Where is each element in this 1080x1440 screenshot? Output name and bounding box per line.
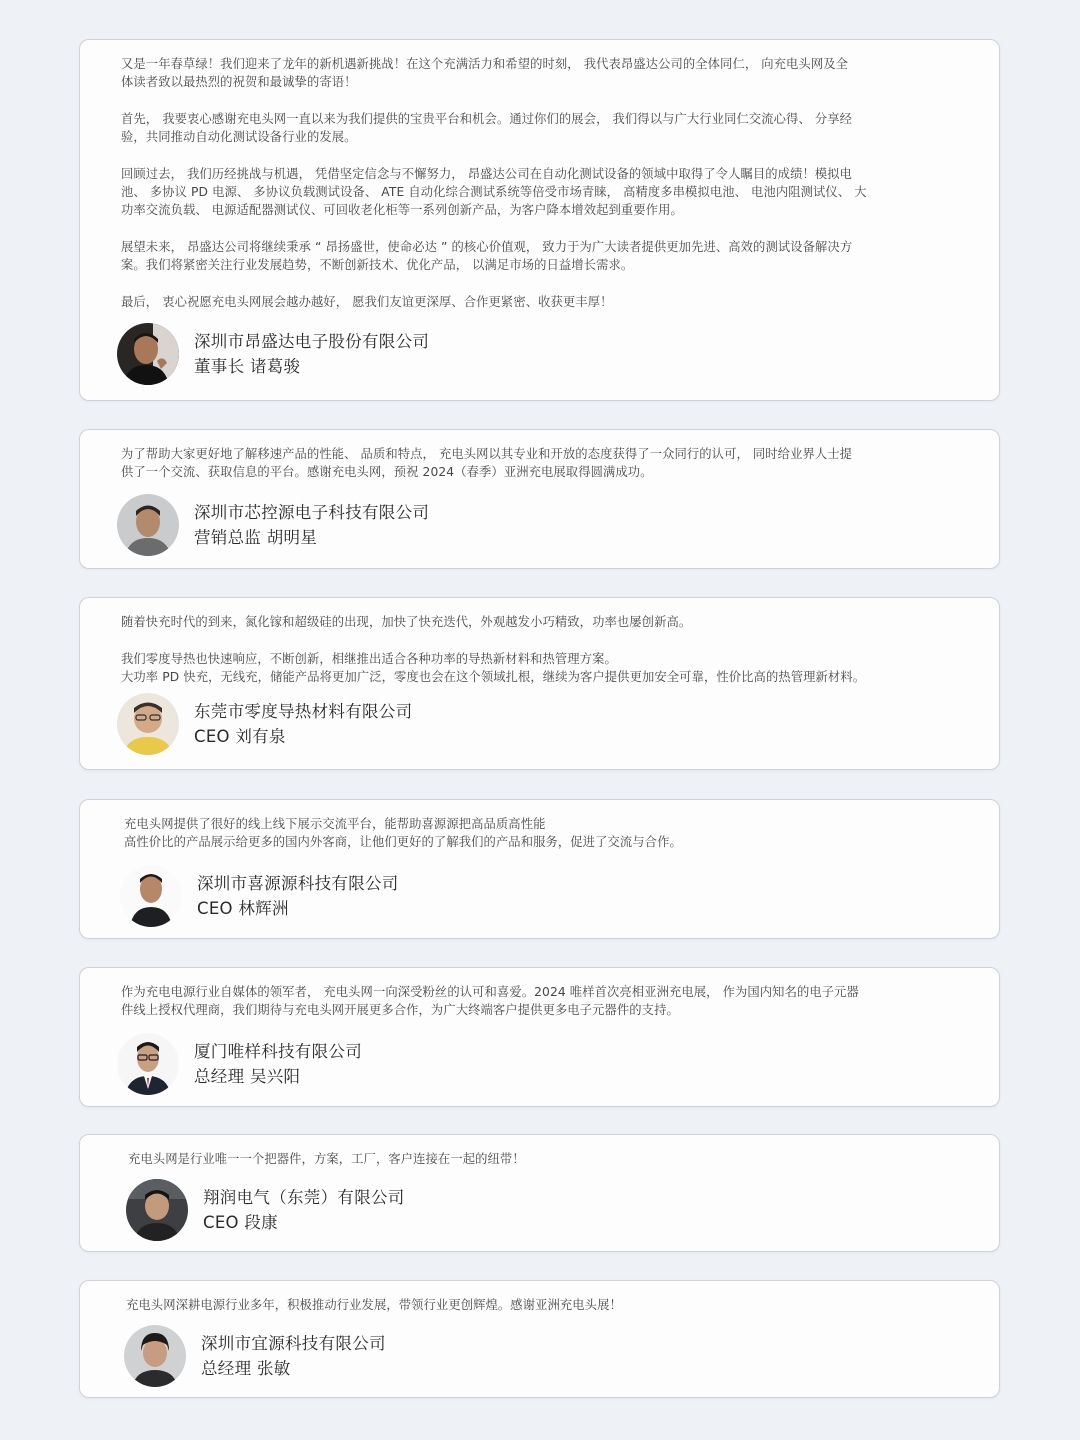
signature	[124, 1325, 386, 1387]
testimonial-card	[79, 799, 1000, 939]
person-photo-icon	[117, 494, 179, 556]
person-title: 营销总监 胡明星	[194, 528, 318, 547]
testimonial-message	[121, 55, 959, 311]
message-paragraph: 随着快充时代的到来，氮化镓和超级硅的出现，加快了快充迭代，外观越发小巧精致，功率也屡创新高。	[121, 615, 692, 629]
signature	[117, 693, 412, 755]
signature	[126, 1179, 405, 1241]
message-paragraph: 首先， 我要衷心感谢充电头网一直以来为我们提供的宝贵平台和机会。通过你们的展会， 我们得以与广大行业同仁交流心得、 分享经 验，共同推动自动化测试设备行业的发展。	[121, 111, 853, 145]
person-title: 总经理 张敏	[201, 1359, 291, 1378]
message-paragraph: 为了帮助大家更好地了解移速产品的性能、 品质和特点， 充电头网以其专业和开放的态度获得了一众同行的认可， 同时给业界人士提 供了一个交流、获取信息的平台。感谢充电头网，预祝 2024（春季）亚洲充电展取得圆满成功。	[121, 447, 853, 480]
testimonial-card	[79, 967, 1000, 1107]
company-name: 深圳市昂盛达电子股份有限公司	[194, 332, 430, 351]
testimonial-message	[128, 1150, 959, 1168]
testimonial-card	[79, 39, 1000, 401]
person-photo-icon	[120, 865, 182, 927]
testimonial-message	[121, 983, 959, 1020]
testimonial-card	[79, 1280, 1000, 1398]
signature	[117, 1033, 362, 1095]
testimonial-card	[79, 597, 1000, 770]
company-name: 东莞市零度导热材料有限公司	[194, 702, 413, 721]
person-title: 总经理 吴兴阳	[194, 1067, 301, 1086]
testimonial-message	[121, 445, 959, 482]
person-title: CEO 段康	[203, 1213, 278, 1232]
person-photo-icon	[124, 1325, 186, 1387]
message-paragraph: 充电头网是行业唯一一个把器件，方案，工厂，客户连接在一起的纽带！	[128, 1152, 525, 1166]
person-title: CEO 刘有泉	[194, 727, 286, 746]
message-paragraph: 回顾过去， 我们历经挑战与机遇， 凭借坚定信念与不懈努力， 昂盛达公司在自动化测试设备的领域中取得了令人瞩目的成绩！模拟电 池、 多协议 PD 电源、 多协议负载测试设备、 ATE 自动化综合测试系统等倍受市场青睐， 高精度多串模拟电池、 电池内阻测试仪、 大 功率交流负载、 电源适配器测试仪、可回收老化柜等一系列创新产品，为客户降本增效起到重要作用。	[121, 166, 867, 218]
person-photo-icon	[126, 1179, 188, 1241]
testimonial-card	[79, 429, 1000, 569]
message-paragraph: 我们零度导热也快速响应，不断创新，相继推出适合各种功率的导热新材料和热管理方案。 大功率 PD 快充，无线充，储能产品将更加广泛，零度也会在这个领域扎根，继续为客户提供更加安全可靠，性价比高的热管理新材料。	[121, 651, 866, 684]
testimonial-message	[124, 815, 959, 852]
testimonial-card	[79, 1134, 1000, 1252]
message-paragraph: 展望未来， 昂盛达公司将继续秉承 “ 昂扬盛世，使命必达 ” 的核心价值观， 致力于为广大读者提供更加先进、高效的测试设备解决方 案。我们将紧密关注行业发展趋势，不断创新技术、优化产品， 以满足市场的日益增长需求。	[121, 239, 853, 273]
company-name: 厦门唯样科技有限公司	[194, 1042, 362, 1061]
signature	[117, 323, 429, 385]
message-paragraph: 又是一年春草绿！我们迎来了龙年的新机遇新挑战！在这个充满活力和希望的时刻， 我代表昂盛达公司的全体同仁， 向充电头网及全 体读者致以最热烈的祝贺和最诚挚的寄语！	[121, 57, 849, 90]
company-name: 深圳市喜源源科技有限公司	[197, 874, 399, 893]
company-name: 深圳市芯控源电子科技有限公司	[194, 503, 430, 522]
company-name: 翔润电气（东莞）有限公司	[203, 1188, 405, 1207]
person-title: 董事长 诸葛骏	[194, 357, 301, 376]
person-photo-icon	[117, 323, 179, 385]
message-paragraph: 充电头网提供了很好的线上线下展示交流平台，能帮助喜源源把高品质高性能 高性价比的产品展示给更多的国内外客商，让他们更好的了解我们的产品和服务，促进了交流与合作。	[124, 817, 682, 850]
signature	[120, 865, 399, 927]
person-photo-icon	[117, 1033, 179, 1095]
message-paragraph: 最后， 衷心祝愿充电头网展会越办越好， 愿我们友谊更深厚、合作更紧密、收获更丰厚！	[121, 294, 613, 309]
testimonial-message	[126, 1296, 959, 1314]
message-paragraph: 作为充电电源行业自媒体的领军者， 充电头网一向深受粉丝的认可和喜爱。2024 唯样首次亮相亚洲充电展， 作为国内知名的电子元器 件线上授权代理商，我们期待与充电头网开展更多合作，为广大终端客户提供更多电子元器件的支持。	[121, 985, 859, 1018]
person-title: CEO 林辉洲	[197, 899, 289, 918]
company-name: 深圳市宜源科技有限公司	[201, 1334, 386, 1353]
person-photo-icon	[117, 693, 179, 755]
testimonial-message	[121, 613, 959, 686]
signature	[117, 494, 429, 556]
message-paragraph: 充电头网深耕电源行业多年，积极推动行业发展，带领行业更创辉煌。感谢亚洲充电头展！	[126, 1298, 622, 1312]
